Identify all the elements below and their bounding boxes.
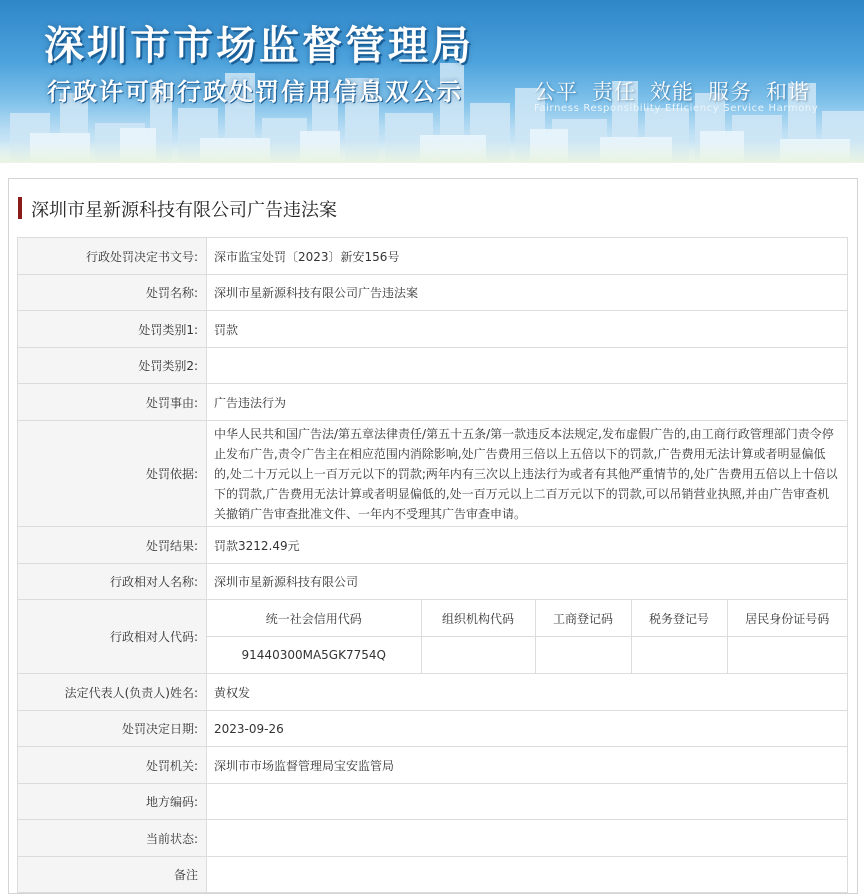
decision-date-value: 2023-09-26 (207, 711, 848, 747)
table-row (18, 711, 848, 747)
table-row (18, 784, 848, 820)
field-label: 处罚类别1: (18, 311, 207, 348)
slogan-en-item: Efficiency (664, 103, 720, 114)
case-info-table (17, 237, 848, 893)
slogan-item: 服务 (708, 80, 752, 104)
table-row (18, 275, 848, 311)
table-row (18, 238, 848, 275)
decision-number-value: 深市监宝处罚〔2023〕新安156号 (207, 238, 848, 275)
category2-value (207, 348, 848, 384)
party-code-cell (207, 600, 848, 674)
field-label: 当前状态: (18, 820, 207, 857)
slogan-en-item: Service (723, 103, 765, 114)
status-value (207, 820, 848, 857)
column-header: 工商登记码 (535, 600, 631, 637)
credit-code-value: 91440300MA5GK7754Q (207, 637, 421, 674)
field-label: 行政相对人代码: (18, 600, 207, 674)
field-label: 处罚机关: (18, 747, 207, 784)
table-row (18, 348, 848, 384)
field-label: 法定代表人(负责人)姓名: (18, 674, 207, 711)
slogan-en-item: Fairness (534, 103, 580, 114)
case-title-bar (9, 179, 857, 235)
table-row (207, 637, 847, 674)
business-reg-value (535, 637, 631, 674)
table-row (18, 747, 848, 784)
org-code-value (421, 637, 535, 674)
table-row (18, 674, 848, 711)
field-label: 处罚决定日期: (18, 711, 207, 747)
table-row (18, 857, 848, 893)
basis-value: 中华人民共和国广告法/第五章法律责任/第五十五条/第一款违反本法规定,发布虚假广告的,由工商行政管理部门责令停止发布广告,责令广告主在相应范围内消除影响,处广告费用三倍以上五倍以下的罚款,广告费用无法计算或者明显偏低的,处二十万元以上一百万元以下的罚款;两年内有三次以上违法行为或者有其他严重情节的,处广告费用五倍以上十倍以下的罚款,广告费用无法计算或者明显偏低的,处一百万元以上二百万元以下的罚款,可以吊销营业执照,并由广告审查机关撤销广告审查批准文件、一年内不受理其广告审查申请。 (207, 421, 848, 527)
reason-value: 广告违法行为 (207, 384, 848, 421)
field-label: 处罚依据: (18, 421, 207, 527)
remark-value (207, 857, 848, 893)
field-label: 地方编码: (18, 784, 207, 820)
table-row (18, 384, 848, 421)
table-row (18, 421, 848, 527)
slogan-item: 责任 (592, 80, 636, 104)
region-code-value (207, 784, 848, 820)
id-card-value (727, 637, 847, 674)
legal-rep-value: 黄权发 (207, 674, 848, 711)
table-row (18, 820, 848, 857)
column-header: 组织机构代码 (421, 600, 535, 637)
field-label: 处罚结果: (18, 527, 207, 564)
party-name-value: 深圳市星新源科技有限公司 (207, 564, 848, 600)
table-row (18, 600, 848, 674)
slogan-en-item: Responsibility (583, 103, 661, 114)
penalty-name-value: 深圳市星新源科技有限公司广告违法案 (207, 275, 848, 311)
table-row (18, 527, 848, 564)
site-subtitle: 行政许可和行政处罚信用信息双公示 (47, 78, 463, 106)
slogan-cn (534, 76, 824, 106)
slogan-en-item: Harmony (768, 103, 819, 114)
slogan-en (534, 103, 822, 114)
field-label: 行政相对人名称: (18, 564, 207, 600)
table-row (18, 564, 848, 600)
result-value: 罚款3212.49元 (207, 527, 848, 564)
authority-value: 深圳市市场监督管理局宝安监管局 (207, 747, 848, 784)
party-code-table (207, 600, 847, 673)
field-label: 处罚事由: (18, 384, 207, 421)
table-row (207, 600, 847, 637)
column-header: 统一社会信用代码 (207, 600, 421, 637)
case-title: 深圳市星新源科技有限公司广告违法案 (31, 200, 337, 221)
column-header: 居民身份证号码 (727, 600, 847, 637)
slogan-item: 公平 (534, 80, 578, 104)
header-banner (0, 0, 864, 163)
tax-reg-value (631, 637, 727, 674)
field-label: 处罚类别2: (18, 348, 207, 384)
table-row (18, 311, 848, 348)
category1-value: 罚款 (207, 311, 848, 348)
slogan-item: 效能 (650, 80, 694, 104)
column-header: 税务登记号 (631, 600, 727, 637)
case-detail-panel (8, 178, 858, 894)
field-label: 处罚名称: (18, 275, 207, 311)
field-label: 行政处罚决定书文号: (18, 238, 207, 275)
slogan-item: 和谐 (766, 80, 810, 104)
title-accent-bar (18, 197, 22, 219)
site-title: 深圳市市场监督管理局 (44, 23, 474, 69)
field-label: 备注 (18, 857, 207, 893)
